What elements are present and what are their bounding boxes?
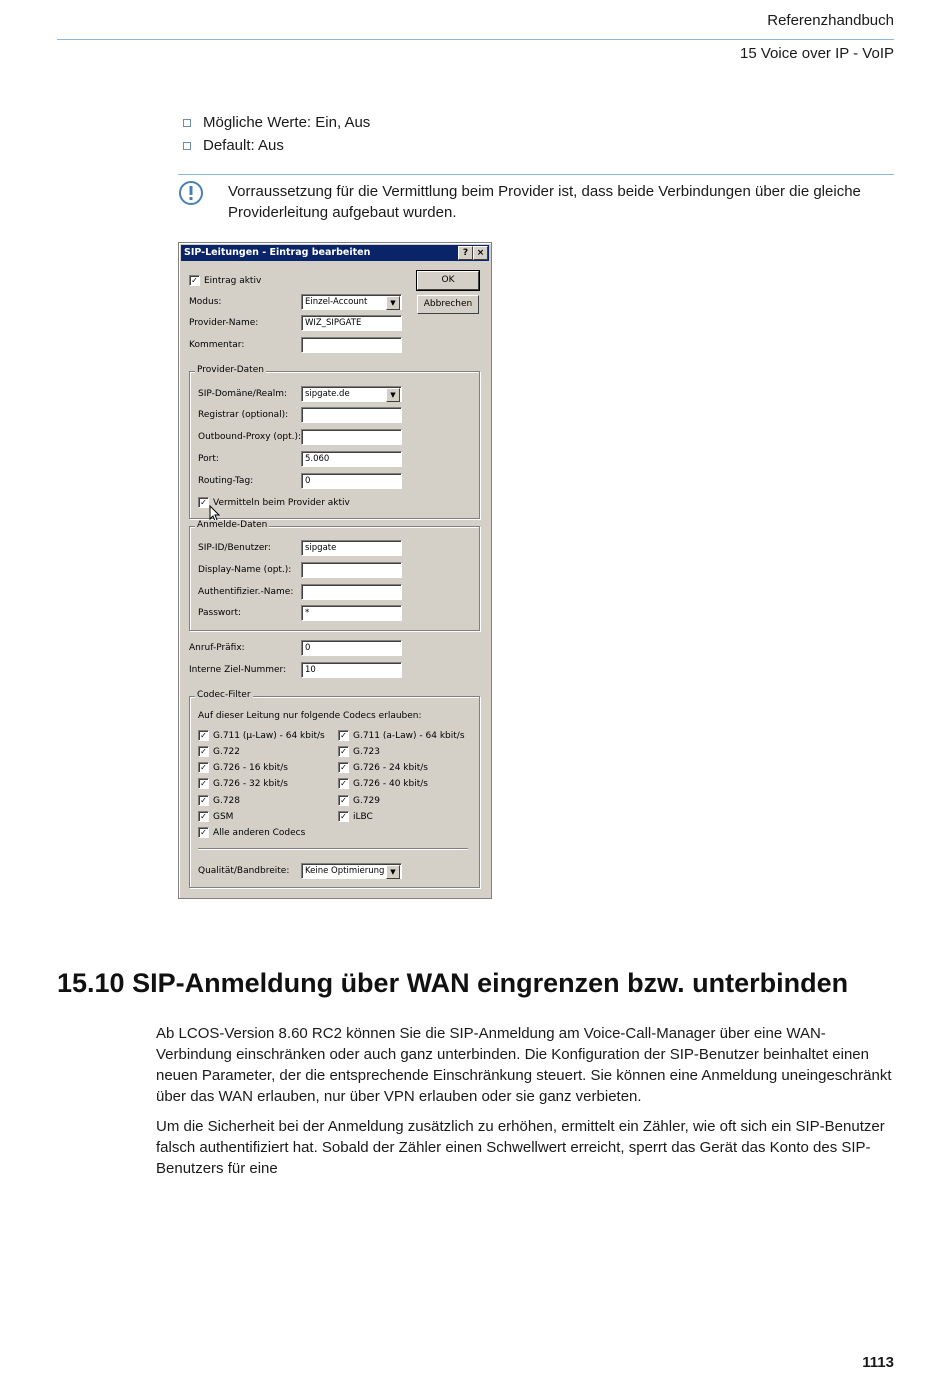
- codec-separator: [198, 848, 468, 850]
- auth-name-input[interactable]: [301, 584, 402, 600]
- group-title: Codec-Filter: [197, 690, 251, 700]
- port-input[interactable]: 5.060: [301, 451, 402, 467]
- domain-select[interactable]: sipgate.de ▼: [301, 386, 402, 402]
- quality-select[interactable]: Keine Optimierung ▼: [301, 863, 402, 879]
- codec-checkbox[interactable]: ✓ G.722: [198, 746, 240, 757]
- running-header-title: Referenzhandbuch: [767, 12, 894, 29]
- password-label: Passwort:: [198, 608, 242, 618]
- codec-checkbox[interactable]: ✓ GSM: [198, 811, 233, 822]
- outbound-proxy-input[interactable]: [301, 429, 402, 445]
- dialog-titlebar: [181, 245, 489, 261]
- codec-intro: Auf dieser Leitung nur folgende Codecs erlauben:: [198, 711, 422, 721]
- note-text: Vorraussetzung für die Vermittlung beim Provider ist, dass beide Verbindungen über die gleiche Providerleitung aufgebaut wurden.: [228, 183, 861, 221]
- codec-checkbox[interactable]: ✓ G.729: [338, 795, 380, 806]
- other-codecs-checkbox[interactable]: ✓ Alle anderen Codecs: [198, 827, 305, 838]
- password-input[interactable]: *: [301, 605, 402, 621]
- header-divider: [57, 39, 894, 40]
- port-label: Port:: [198, 454, 219, 464]
- value-list: [183, 111, 370, 157]
- sip-line-dialog: [178, 242, 492, 899]
- chevron-down-icon: ▼: [386, 296, 400, 310]
- bullet-square-icon: [183, 119, 191, 127]
- close-button[interactable]: ×: [473, 246, 488, 260]
- list-item: Mögliche Werte: Ein, Aus: [183, 111, 370, 134]
- ok-button[interactable]: OK: [417, 271, 479, 290]
- internal-number-label: Interne Ziel-Nummer:: [189, 665, 287, 675]
- provider-transfer-checkbox[interactable]: ✓ Vermitteln beim Provider aktiv: [198, 497, 350, 508]
- call-prefix-label: Anruf-Präfix:: [189, 643, 245, 653]
- paragraph: Um die Sicherheit bei der Anmeldung zusätzlich zu erhöhen, ermittelt ein Zähler, wie oft sich ein SIP-Benutzer falsch authentifiziert hat. Sobald der Zähler einen Schwellwert erreicht, sperrt das Gerät das Konto des SIP-Benutzers für eine: [156, 1118, 885, 1177]
- paragraph: Ab LCOS-Version 8.60 RC2 können Sie die SIP-Anmeldung am Voice-Call-Manager über eine WAN-Verbindung einschränken oder auch ganz unterbinden. Die Konfiguration der SIP-Benutzer beinhaltet einen neuen Parameter, der die entsprechende Einschränkung steuert. Sie können eine Anmeldung uneingeschränkt über das WAN erlauben, nur über VPN erlauben oder sie ganz verbieten.: [156, 1025, 892, 1105]
- codec-checkbox[interactable]: ✓ iLBC: [338, 811, 373, 822]
- group-title: Anmelde-Daten: [197, 520, 268, 530]
- entry-active-checkbox[interactable]: ✓ Eintrag aktiv: [189, 275, 261, 286]
- display-name-input[interactable]: [301, 562, 402, 578]
- mode-label: Modus:: [189, 297, 222, 307]
- comment-label: Kommentar:: [189, 340, 245, 350]
- codec-checkbox[interactable]: ✓ G.726 - 32 kbit/s: [198, 778, 288, 789]
- info-exclamation-icon: [178, 180, 204, 206]
- domain-label: SIP-Domäne/Realm:: [198, 389, 288, 399]
- section-heading: 15.10 SIP-Anmeldung über WAN eingrenzen bzw. unterbinden: [57, 968, 849, 998]
- dialog-title: SIP-Leitungen - Eintrag bearbeiten: [184, 247, 371, 258]
- chevron-down-icon: ▼: [386, 388, 400, 402]
- list-item: Default: Aus: [183, 134, 370, 157]
- auth-name-label: Authentifizier.-Name:: [198, 587, 294, 597]
- running-header-chapter: 15 Voice over IP - VoIP: [740, 45, 894, 62]
- provider-name-input[interactable]: WIZ_SIPGATE: [301, 315, 402, 331]
- codec-checkbox[interactable]: ✓ G.728: [198, 795, 240, 806]
- group-title: Provider-Daten: [197, 365, 264, 375]
- codec-checkbox[interactable]: ✓ G.726 - 16 kbit/s: [198, 762, 288, 773]
- codec-checkbox[interactable]: ✓ G.726 - 40 kbit/s: [338, 778, 428, 789]
- codec-checkbox[interactable]: ✓ G.711 (µ-Law) - 64 kbit/s: [198, 730, 325, 741]
- quality-label: Qualität/Bandbreite:: [198, 866, 290, 876]
- sip-id-label: SIP-ID/Benutzer:: [198, 543, 271, 553]
- chevron-down-icon: ▼: [386, 865, 400, 879]
- note-divider: [178, 174, 894, 175]
- bullet-square-icon: [183, 142, 191, 150]
- internal-number-input[interactable]: 10: [301, 662, 402, 678]
- sip-id-input[interactable]: sipgate: [301, 540, 402, 556]
- codec-checkbox[interactable]: ✓ G.726 - 24 kbit/s: [338, 762, 428, 773]
- codec-filter-group: [189, 690, 480, 888]
- registrar-input[interactable]: [301, 407, 402, 423]
- comment-input[interactable]: [301, 337, 402, 353]
- cancel-button[interactable]: Abbrechen: [417, 295, 479, 314]
- codec-checkbox[interactable]: ✓ G.723: [338, 746, 380, 757]
- display-name-label: Display-Name (opt.):: [198, 565, 292, 575]
- call-prefix-input[interactable]: 0: [301, 640, 402, 656]
- page-number: 1113: [862, 1354, 894, 1371]
- routing-tag-label: Routing-Tag:: [198, 476, 254, 486]
- mode-select[interactable]: Einzel-Account ▼: [301, 294, 402, 310]
- provider-name-label: Provider-Name:: [189, 318, 259, 328]
- help-button[interactable]: ?: [458, 246, 473, 260]
- registrar-label: Registrar (optional):: [198, 410, 289, 420]
- outbound-proxy-label: Outbound-Proxy (opt.):: [198, 432, 302, 442]
- codec-checkbox[interactable]: ✓ G.711 (a-Law) - 64 kbit/s: [338, 730, 465, 741]
- routing-tag-input[interactable]: 0: [301, 473, 402, 489]
